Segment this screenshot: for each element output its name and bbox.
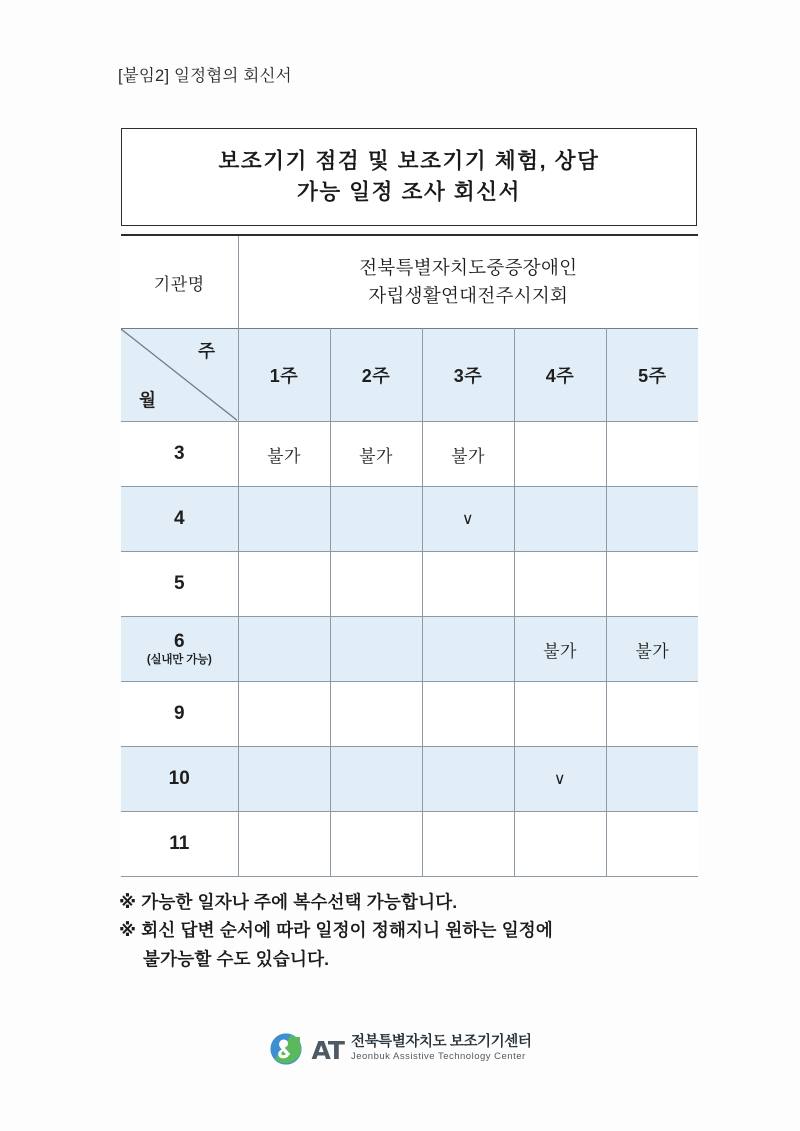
note-line-1: ※ 가능한 일자나 주에 복수선택 가능합니다. xyxy=(119,892,458,912)
cell-4-w2[interactable] xyxy=(330,487,422,552)
week-header-2: 2주 xyxy=(330,329,422,422)
cell-9-w5[interactable] xyxy=(606,682,698,747)
month-number: 4 xyxy=(173,508,185,530)
week-header-4: 4주 xyxy=(514,329,606,422)
cell-6-w3[interactable] xyxy=(422,617,514,682)
month-number: 11 xyxy=(169,833,190,855)
month-number: 5 xyxy=(173,573,185,595)
cell-4-w3[interactable]: ∨ xyxy=(422,487,514,552)
organization-label: 기관명 xyxy=(121,235,238,329)
week-header-5: 5주 xyxy=(606,329,698,422)
cell-3-w1[interactable]: 불가 xyxy=(238,422,330,487)
month-number: 10 xyxy=(168,768,190,790)
cell-10-w2[interactable] xyxy=(330,747,422,812)
cell-6-w5[interactable]: 불가 xyxy=(606,617,698,682)
table-row xyxy=(121,747,698,812)
table-row xyxy=(121,422,698,487)
month-label-3 xyxy=(121,422,238,487)
table-row xyxy=(121,617,698,682)
at-mark-text: AT xyxy=(311,1035,344,1065)
cell-6-w4[interactable]: 불가 xyxy=(514,617,606,682)
cell-9-w3[interactable] xyxy=(422,682,514,747)
logo-text-block xyxy=(351,1035,532,1062)
organization-name-cell xyxy=(238,235,698,329)
footer-logo xyxy=(0,1032,800,1066)
cell-11-w1[interactable] xyxy=(238,812,330,877)
logo-name-english: Jeonbuk Assistive Technology Center xyxy=(350,1051,526,1063)
notes-section xyxy=(119,888,719,973)
cell-3-w3[interactable]: 불가 xyxy=(422,422,514,487)
organization-row xyxy=(121,235,698,329)
cell-10-w1[interactable] xyxy=(238,747,330,812)
table-row xyxy=(121,682,698,747)
note-line-3: 불가능할 수도 있습니다. xyxy=(143,948,330,969)
cell-10-w5[interactable] xyxy=(606,747,698,812)
organization-name-line-1: 전북특별자치도중증장애인 xyxy=(359,257,578,279)
cell-10-w3[interactable] xyxy=(422,747,514,812)
cell-6-w2[interactable] xyxy=(330,617,422,682)
cell-4-w5[interactable] xyxy=(606,487,698,552)
table-header-row xyxy=(121,329,698,422)
month-label-11 xyxy=(121,812,238,877)
title-box xyxy=(121,128,697,226)
table-row xyxy=(121,487,698,552)
table-row xyxy=(121,552,698,617)
month-label-9 xyxy=(121,682,238,747)
month-label-6 xyxy=(121,617,238,682)
week-header-1: 1주 xyxy=(238,329,330,422)
title-line-1: 보조기기 점검 및 보조기기 체험, 상담 xyxy=(218,149,600,174)
logo-name-korean: 전북특별자치도 보조기기센터 xyxy=(350,1034,532,1051)
cell-9-w1[interactable] xyxy=(238,682,330,747)
week-header-3: 3주 xyxy=(422,329,514,422)
cell-5-w4[interactable] xyxy=(514,552,606,617)
corner-week-label: 주 xyxy=(198,341,216,361)
schedule-table xyxy=(121,234,698,877)
cell-9-w2[interactable] xyxy=(330,682,422,747)
corner-header-cell xyxy=(121,329,238,422)
cell-4-w4[interactable] xyxy=(514,487,606,552)
corner-month-label: 월 xyxy=(139,390,157,410)
cell-3-w5[interactable] xyxy=(606,422,698,487)
cell-3-w4[interactable] xyxy=(514,422,606,487)
table-row xyxy=(121,812,698,877)
month-number: 3 xyxy=(173,443,185,465)
cell-11-w4[interactable] xyxy=(514,812,606,877)
month-number: 6 xyxy=(173,630,185,652)
jat-emblem-icon xyxy=(269,1032,305,1066)
month-note: (실내만 가능) xyxy=(146,654,212,667)
cell-3-w2[interactable]: 불가 xyxy=(330,422,422,487)
cell-5-w1[interactable] xyxy=(238,552,330,617)
month-label-5 xyxy=(121,552,238,617)
cell-5-w5[interactable] xyxy=(606,552,698,617)
cell-11-w5[interactable] xyxy=(606,812,698,877)
month-label-10 xyxy=(121,747,238,812)
attachment-label: [붙임2] 일정협의 회신서 xyxy=(118,67,292,85)
cell-4-w1[interactable] xyxy=(238,487,330,552)
cell-10-w4[interactable]: ∨ xyxy=(514,747,606,812)
cell-11-w2[interactable] xyxy=(330,812,422,877)
cell-5-w2[interactable] xyxy=(330,552,422,617)
note-line-2: ※ 회신 답변 순서에 따라 일정이 정해지니 원하는 일정에 xyxy=(119,920,554,941)
cell-6-w1[interactable] xyxy=(238,617,330,682)
month-number: 9 xyxy=(173,703,185,725)
cell-11-w3[interactable] xyxy=(422,812,514,877)
cell-9-w4[interactable] xyxy=(514,682,606,747)
month-label-4 xyxy=(121,487,238,552)
cell-5-w3[interactable] xyxy=(422,552,514,617)
title-line-2: 가능 일정 조사 회신서 xyxy=(296,180,522,204)
organization-name-line-2: 자립생활연대전주시지회 xyxy=(368,285,569,306)
